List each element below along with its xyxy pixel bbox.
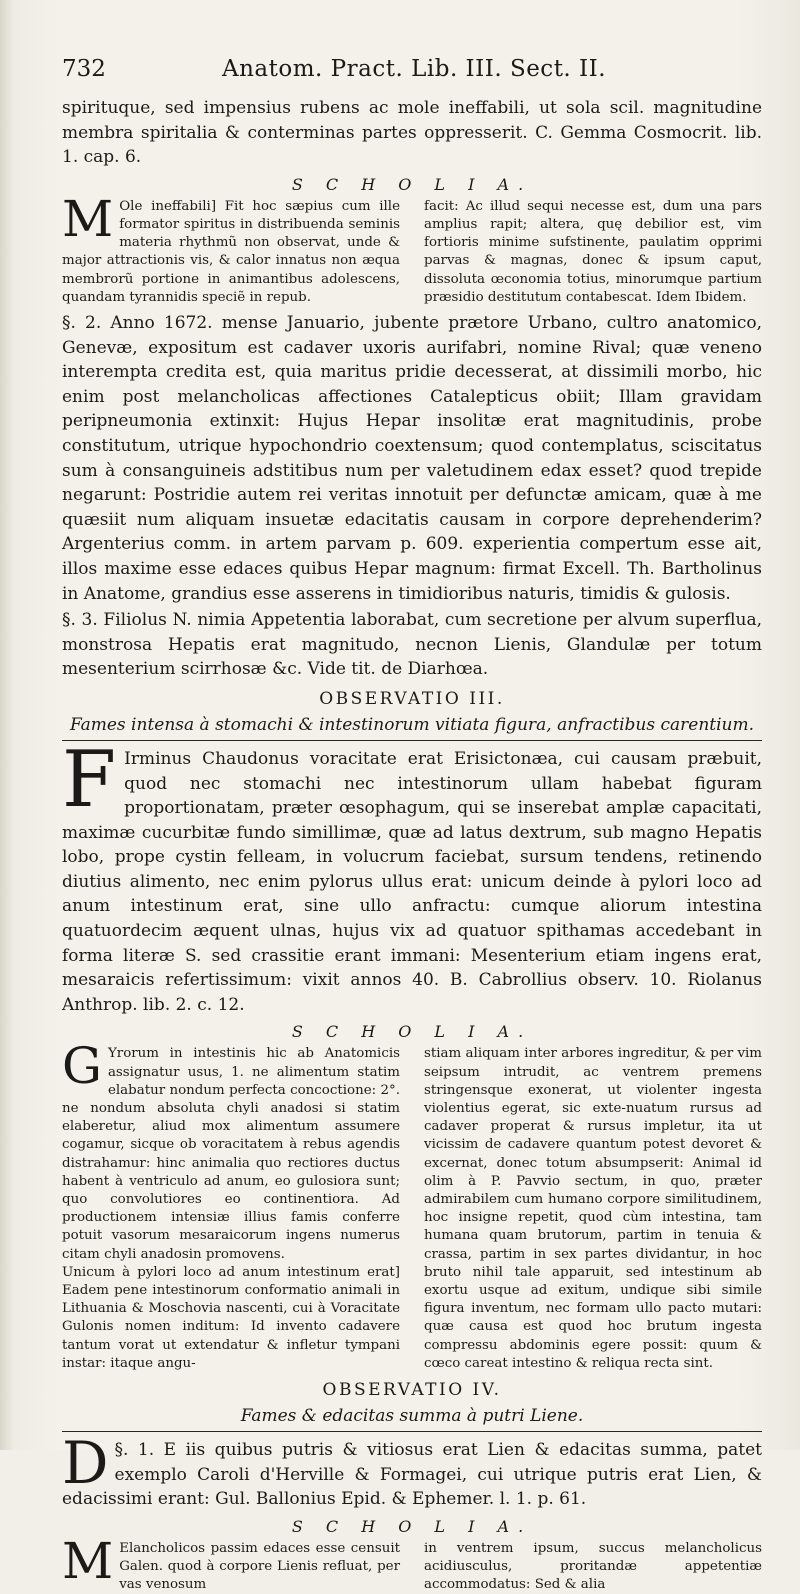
scholia-3-left-text: Elancholicos passim edaces esse censuit Galen. quod à corpore Lienis refluat, per vas venosum xyxy=(119,1540,400,1593)
paragraph-section-2: §. 2. Anno 1672. mense Januario, jubente prætore Urbano, cultro anatomico, Genevæ, expositum est cadaver uxoris aurifabri, nomine Rival; quæ veneno interempta credita est, quia maritus pridie decesserat, at dissimili morbo, hic enim post melancholicas affectiones Catalepticus obiit; Illam gravidam peripneumonia extinxit: Hujus Hepar insolitæ erat magnitudinis, probe constitutum, utrique hypochondrio coextensum; quod contemplatus, sciscitatus sum à consanguineis adstitibus num per valetudinem edax esset? quod trepide negarunt: Postridie autem rei veritas innotuit per defunctæ amicam, quæ à me quæsiit num aliquam insuetæ edacitatis causam in corpore deprehenderim? Argenterius comm. in artem parvam p. 609. experientia compertum esse ait, illos maxime esse edaces quibus Hepar magnum: firmat Excell. Th. Bartholinus in Anatome, grandius esse asserens in timidioribus naturis, timidis & gulosis. xyxy=(62,313,762,604)
dropcap-m-2: M xyxy=(62,1531,114,1590)
scholia-1-columns xyxy=(62,189,762,307)
dropcap-d: D xyxy=(62,1429,109,1498)
scholia-1-right-column xyxy=(424,198,762,307)
section-number: §. 1. xyxy=(114,1440,155,1461)
observatio-4-text xyxy=(62,1429,763,1512)
scholia-3-left-column xyxy=(62,1531,400,1594)
observatio-4-subtitle: Fames & edacitas summa à putri Liene. xyxy=(240,1406,584,1427)
observatio-3-body: Irminus Chaudonus voracitate erat Erisictonæa, cui causam præbuit, quod nec stomachi nec intestinorum ullam habebat figuram proportionatam, præter œsophagum, qui se inserebat amplæ capacitati, maximæ cucurbitæ fundo simillimæ, quæ ad latus dextrum, sub magno Hepatis lobo, prope cystin felleam, in volucrum faciebat, sursum tendens, retinendo diutius alimento, nec enim pylorus ullus erat: unicum deinde à pylori loco ad anum intestinum erat, sine ullo anfractu: cumque aliorum intestina quatuordecim æquent ulnas, hujus vix ad quatuor spithamas accedebant in forma literæ S. sed crassitie erant immani: Mesenterium etiam ingens erat, mesaraicis refertissimum: vixit annos 40. B. Cabrollius observ. 10. Riolanus Anthrop. lib. 2. c. 12. xyxy=(62,748,762,1015)
scholia-1-left-column xyxy=(62,189,400,307)
page-number: 732 xyxy=(62,56,106,82)
observatio-3-heading: OBSERVATIO III. xyxy=(319,688,505,709)
observatio-4-body: E iis quibus putris & vitiosus erat Lien & edacitas summa, patet exemplo Caroli d'Herville & Formagei, cui utrique putris erat Lien, & edacissimi erant: Gul. Ballonius Epid. & Ephemer. l. 1. p. 61. xyxy=(62,1440,763,1510)
intro-paragraph: spirituque, sed impensius rubens ac mole ineffabili, ut sola scil. magnitudine membra spiritalia & conterminas partes oppresserit. C. Gemma Cosmocrit. lib. 1. cap. 6. xyxy=(62,98,762,168)
scholia-2-columns xyxy=(62,1037,762,1373)
scholia-2-left-text-1: Yrorum in intestinis hic ab Anatomicis assignatur usus, 1. ne alimentum statim elabatur nondum perfecta concoctione: 2°. ne nondum absoluta chyli anadosi si statim elaberetur, aliud mox alimentum assumere cogamur, sicque ob voracitatem à rebus agendis distrahamur: hinc animalia quo rectiores ductus habent à ventriculo ad anum, eo gulosiora sunt; quo convolutiores eo continentiora. Ad productionem intensiæ illius famis conferre potuit vasorum mesaraicorum ingens numerus citam chyli anadosin promovens. xyxy=(62,1046,400,1262)
observatio-3-subtitle: Fames intensa à stomachi & intestinorum vitiata figura, anfractibus carentium. xyxy=(69,714,755,735)
divider-rule-2 xyxy=(62,1431,762,1432)
scholia-1-right-text: facit: Ac illud sequi necesse est, dum una pars amplius rapit; altera, quę debilior est, vim fortioris minime sufstinente, paulatim opprimi parvas & magnas, donec & ipsum caput, dissoluta œconomia totius, minorumque partium præsidio destitutum contabescat. Idem Ibidem. xyxy=(424,198,762,305)
running-header xyxy=(62,56,762,96)
dropcap-f: F xyxy=(62,734,117,825)
scholia-2-right-column xyxy=(424,1045,762,1373)
scholia-2-left-paragraph-1 xyxy=(62,1037,400,1263)
scholia-3-right-column xyxy=(424,1540,762,1594)
dropcap-m: M xyxy=(62,189,114,248)
scholia-2-right-text: stiam aliquam inter arbores ingreditur, & per vim seipsum intrudit, ac ventrem premens stringensque exonerat, ut violenter ingesta violentius egerat, sic exte-nuatum rursus ad cadaver properat & rursus impletur, ita ut vicissim de cadavere quantum potest devoret & excernat, donec totum absumpserit: Animal id olim à P. Pavvio sectum, in quo, præter admirabilem cum humano corpore similitudinem, hoc insigne repetit, quod cùm intestina, tam humana quam brutorum, partim in tenuia & crassa, partim in sex partes dividantur, in hoc bruto nihil tale apparuit, sed intestinum ab exortu usque ad exitum, undique sibi simile figura inventum, nec formam ullo pacto mutari: quæ causa est quod hoc brutum ingesta compressu abdominis egere possit: quum & cœco careat intestino & reliqua recta sint. xyxy=(424,1046,762,1371)
scholia-2-left-column xyxy=(62,1037,400,1373)
scholia-2-left-paragraph-2: Unicum à pylori loco ad anum intestinum erat] Eadem pene intestinorum conformatio animali in Lithuania & Moschovia nascenti, cui à Voracitate Gulonis nomen inditum: Id invento cadavere tantum vorat ut extendatur & infletur tympani instar: itaque angu- xyxy=(62,1264,400,1371)
divider-rule xyxy=(62,740,762,741)
scholia-3-columns xyxy=(62,1531,762,1594)
observatio-4-heading: OBSERVATIO IV. xyxy=(322,1380,502,1401)
scholia-1-left-text: Ole ineffabili] Fit hoc sæpius cum ille formator spiritus in distribuenda seminis materia rhythmũ non observat, unde & major attractionis vis, & calor innatus non æqua membrorũ portione in animantibus adolescens, quandam tyrannidis speciẽ in repub. xyxy=(62,198,400,305)
scholia-heading-3: S C H O L I A. xyxy=(291,1516,533,1536)
scholia-heading-2: S C H O L I A. xyxy=(291,1022,533,1042)
running-title: Anatom. Pract. Lib. III. Sect. II. xyxy=(222,56,607,82)
paragraph-section-3: §. 3. Filiolus N. nimia Appetentia laborabat, cum secretione per alvum superflua, monstrosa Hepatis erat magnitudo, necnon Lienis, Glandulæ per totum mesenterium scirrhosæ &c. Vide tit. de Diarhœa. xyxy=(62,610,762,680)
observatio-3-text xyxy=(62,734,762,1018)
dropcap-g: G xyxy=(62,1037,102,1096)
scholia-3-right-text: in ventrem ipsum, succus melancholicus acidiusculus, proritandæ appetentiæ accommodatus: Sed & alia xyxy=(424,1540,762,1593)
scholia-heading-1: S C H O L I A. xyxy=(291,174,533,194)
